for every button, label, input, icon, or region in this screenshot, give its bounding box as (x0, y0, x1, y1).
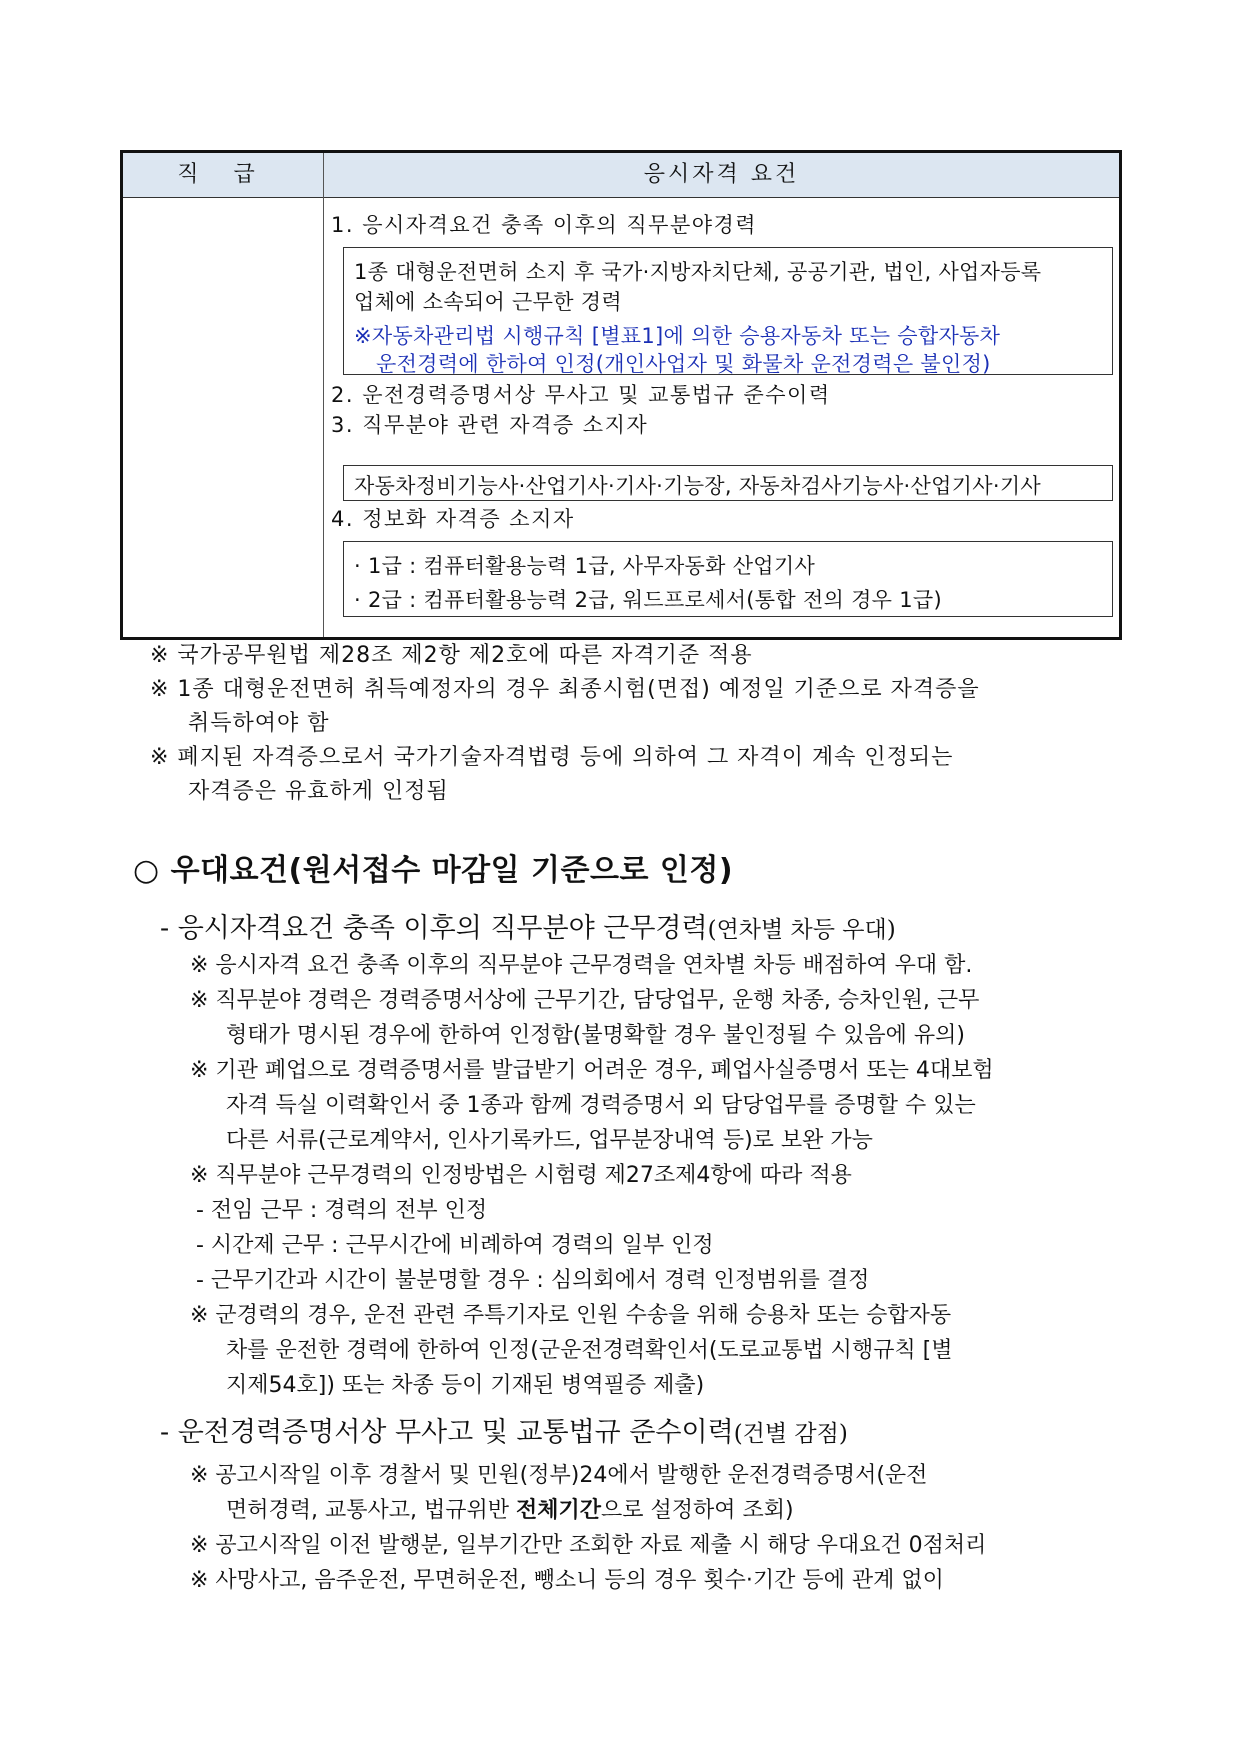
license-list: 자동차정비기능사·산업기사·기사·기능장, 자동차검사기능사·산업기사·기사 (354, 474, 1041, 498)
qualification-table (120, 150, 1122, 640)
driving-note-line: ※ 공고시작일 이전 발행분, 일부기간만 조회한 자료 제출 시 해당 우대요건 0점처리 (190, 1533, 987, 1558)
career-note-1: ※자동차관리법 시행규칙 [별표1]에 의한 승용자동차 또는 승합자동차 (354, 324, 1001, 348)
career-rule-line: - 시간제 근무 : 근무시간에 비례하여 경력의 일부 인정 (196, 1233, 714, 1258)
requirement-item-4: 4. 정보화 자격증 소지자 (331, 507, 575, 531)
career-rule-line: - 근무기간과 시간이 불분명할 경우 : 심의회에서 경력 인정범위를 결정 (196, 1268, 870, 1293)
column-divider (323, 153, 324, 637)
note-1: ※ 국가공무원법 제28조 제2항 제2호에 따른 자격기준 적용 (150, 643, 753, 668)
full-period-emphasis: 전체기간 (516, 1498, 602, 1523)
it-license-box (343, 541, 1113, 617)
career-note-2: 운전경력에 한하여 인정(개인사업자 및 화물차 운전경력은 불인정) (376, 352, 991, 376)
subsection-driving-paren: (건별 감점) (733, 1421, 848, 1447)
career-note-line: ※ 군경력의 경우, 운전 관련 주특기자로 인원 수송을 위해 승용차 또는 승합자동 (190, 1303, 952, 1328)
driving-note-part: 면허경력, 교통사고, 법규위반 (226, 1498, 516, 1523)
note-3-line-2: 자격증은 유효하게 인정됨 (188, 779, 449, 804)
license-box (343, 465, 1113, 501)
career-note-line: 지제54호]) 또는 차종 등이 기재된 병역필증 제출) (226, 1373, 705, 1398)
note-2-line-2: 취득하여야 함 (188, 711, 330, 736)
driving-note-line: ※ 사망사고, 음주운전, 무면허운전, 뺑소니 등의 경우 횟수·기간 등에 관계 없이 (190, 1568, 944, 1593)
career-note-line: 차를 운전한 경력에 한하여 인정(군운전경력확인서(도로교통법 시행규칙 [별 (226, 1338, 953, 1363)
career-note-line: ※ 직무분야 경력은 경력증명서상에 근무기간, 담당업무, 운행 차종, 승차인원, 근무 (190, 988, 980, 1013)
table-header (123, 153, 1119, 198)
driving-note-line (226, 1493, 794, 1524)
career-line-1: 1종 대형운전면허 소지 후 국가·지방자치단체, 공공기관, 법인, 사업자등록 (354, 260, 1042, 284)
career-line-2: 업체에 소속되어 근무한 경력 (354, 290, 622, 314)
header-requirements: 응시자격 요건 (643, 162, 800, 187)
section-heading: ○ 우대요건(원서접수 마감일 기준으로 인정) (133, 853, 734, 888)
career-note-line: 다른 서류(근로계약서, 인사기록카드, 업무분장내역 등)로 보완 가능 (226, 1128, 873, 1153)
career-note-line: ※ 응시자격 요건 충족 이후의 직무분야 근무경력을 연차별 차등 배점하여 우대 함. (190, 953, 973, 978)
subsection-driving-title: - 운전경력증명서상 무사고 및 교통법규 준수이력 (160, 1417, 734, 1448)
subsection-career-title: - 응시자격요건 충족 이후의 직무분야 근무경력 (160, 913, 708, 944)
requirement-item-3: 3. 직무분야 관련 자격증 소지자 (331, 413, 649, 437)
career-note-line: 자격 득실 이력확인서 중 1종과 함께 경력증명서 외 담당업무를 증명할 수 있는 (226, 1093, 976, 1118)
it-grade-1: · 1급 : 컴퓨터활용능력 1급, 사무자동화 산업기사 (354, 554, 816, 578)
career-note-line: ※ 직무분야 근무경력의 인정방법은 시험령 제27조제4항에 따라 적용 (190, 1163, 852, 1188)
header-rank: 직 급 (177, 162, 269, 187)
career-note-line: ※ 기관 폐업으로 경력증명서를 발급받기 어려운 경우, 폐업사실증명서 또는 4대보험 (190, 1058, 994, 1083)
it-grade-2: · 2급 : 컴퓨터활용능력 2급, 워드프로세서(통합 전의 경우 1급) (354, 588, 942, 612)
career-note-line: 형태가 명시된 경우에 한하여 인정함(불명확할 경우 불인정될 수 있음에 유의) (226, 1023, 965, 1048)
career-box (343, 247, 1113, 375)
driving-note-line: ※ 공고시작일 이후 경찰서 및 민원(정부)24에서 발행한 운전경력증명서(운전 (190, 1463, 928, 1488)
driving-note-part: 으로 설정하여 조회) (601, 1498, 794, 1523)
requirement-item-2: 2. 운전경력증명서상 무사고 및 교통법규 준수이력 (331, 383, 831, 407)
subsection-career-paren: (연차별 차등 우대) (707, 917, 896, 943)
requirement-item-1: 1. 응시자격요건 충족 이후의 직무분야경력 (331, 213, 758, 237)
subsection-driving-record (160, 1410, 848, 1449)
career-rule-line: - 전임 근무 : 경력의 전부 인정 (196, 1198, 488, 1223)
note-2-line-1: ※ 1종 대형운전면허 취득예정자의 경우 최종시험(면접) 예정일 기준으로 자격증을 (150, 677, 980, 702)
subsection-career (160, 906, 896, 945)
note-3-line-1: ※ 폐지된 자격증으로서 국가기술자격법령 등에 의하여 그 자격이 계속 인정되는 (150, 745, 954, 770)
